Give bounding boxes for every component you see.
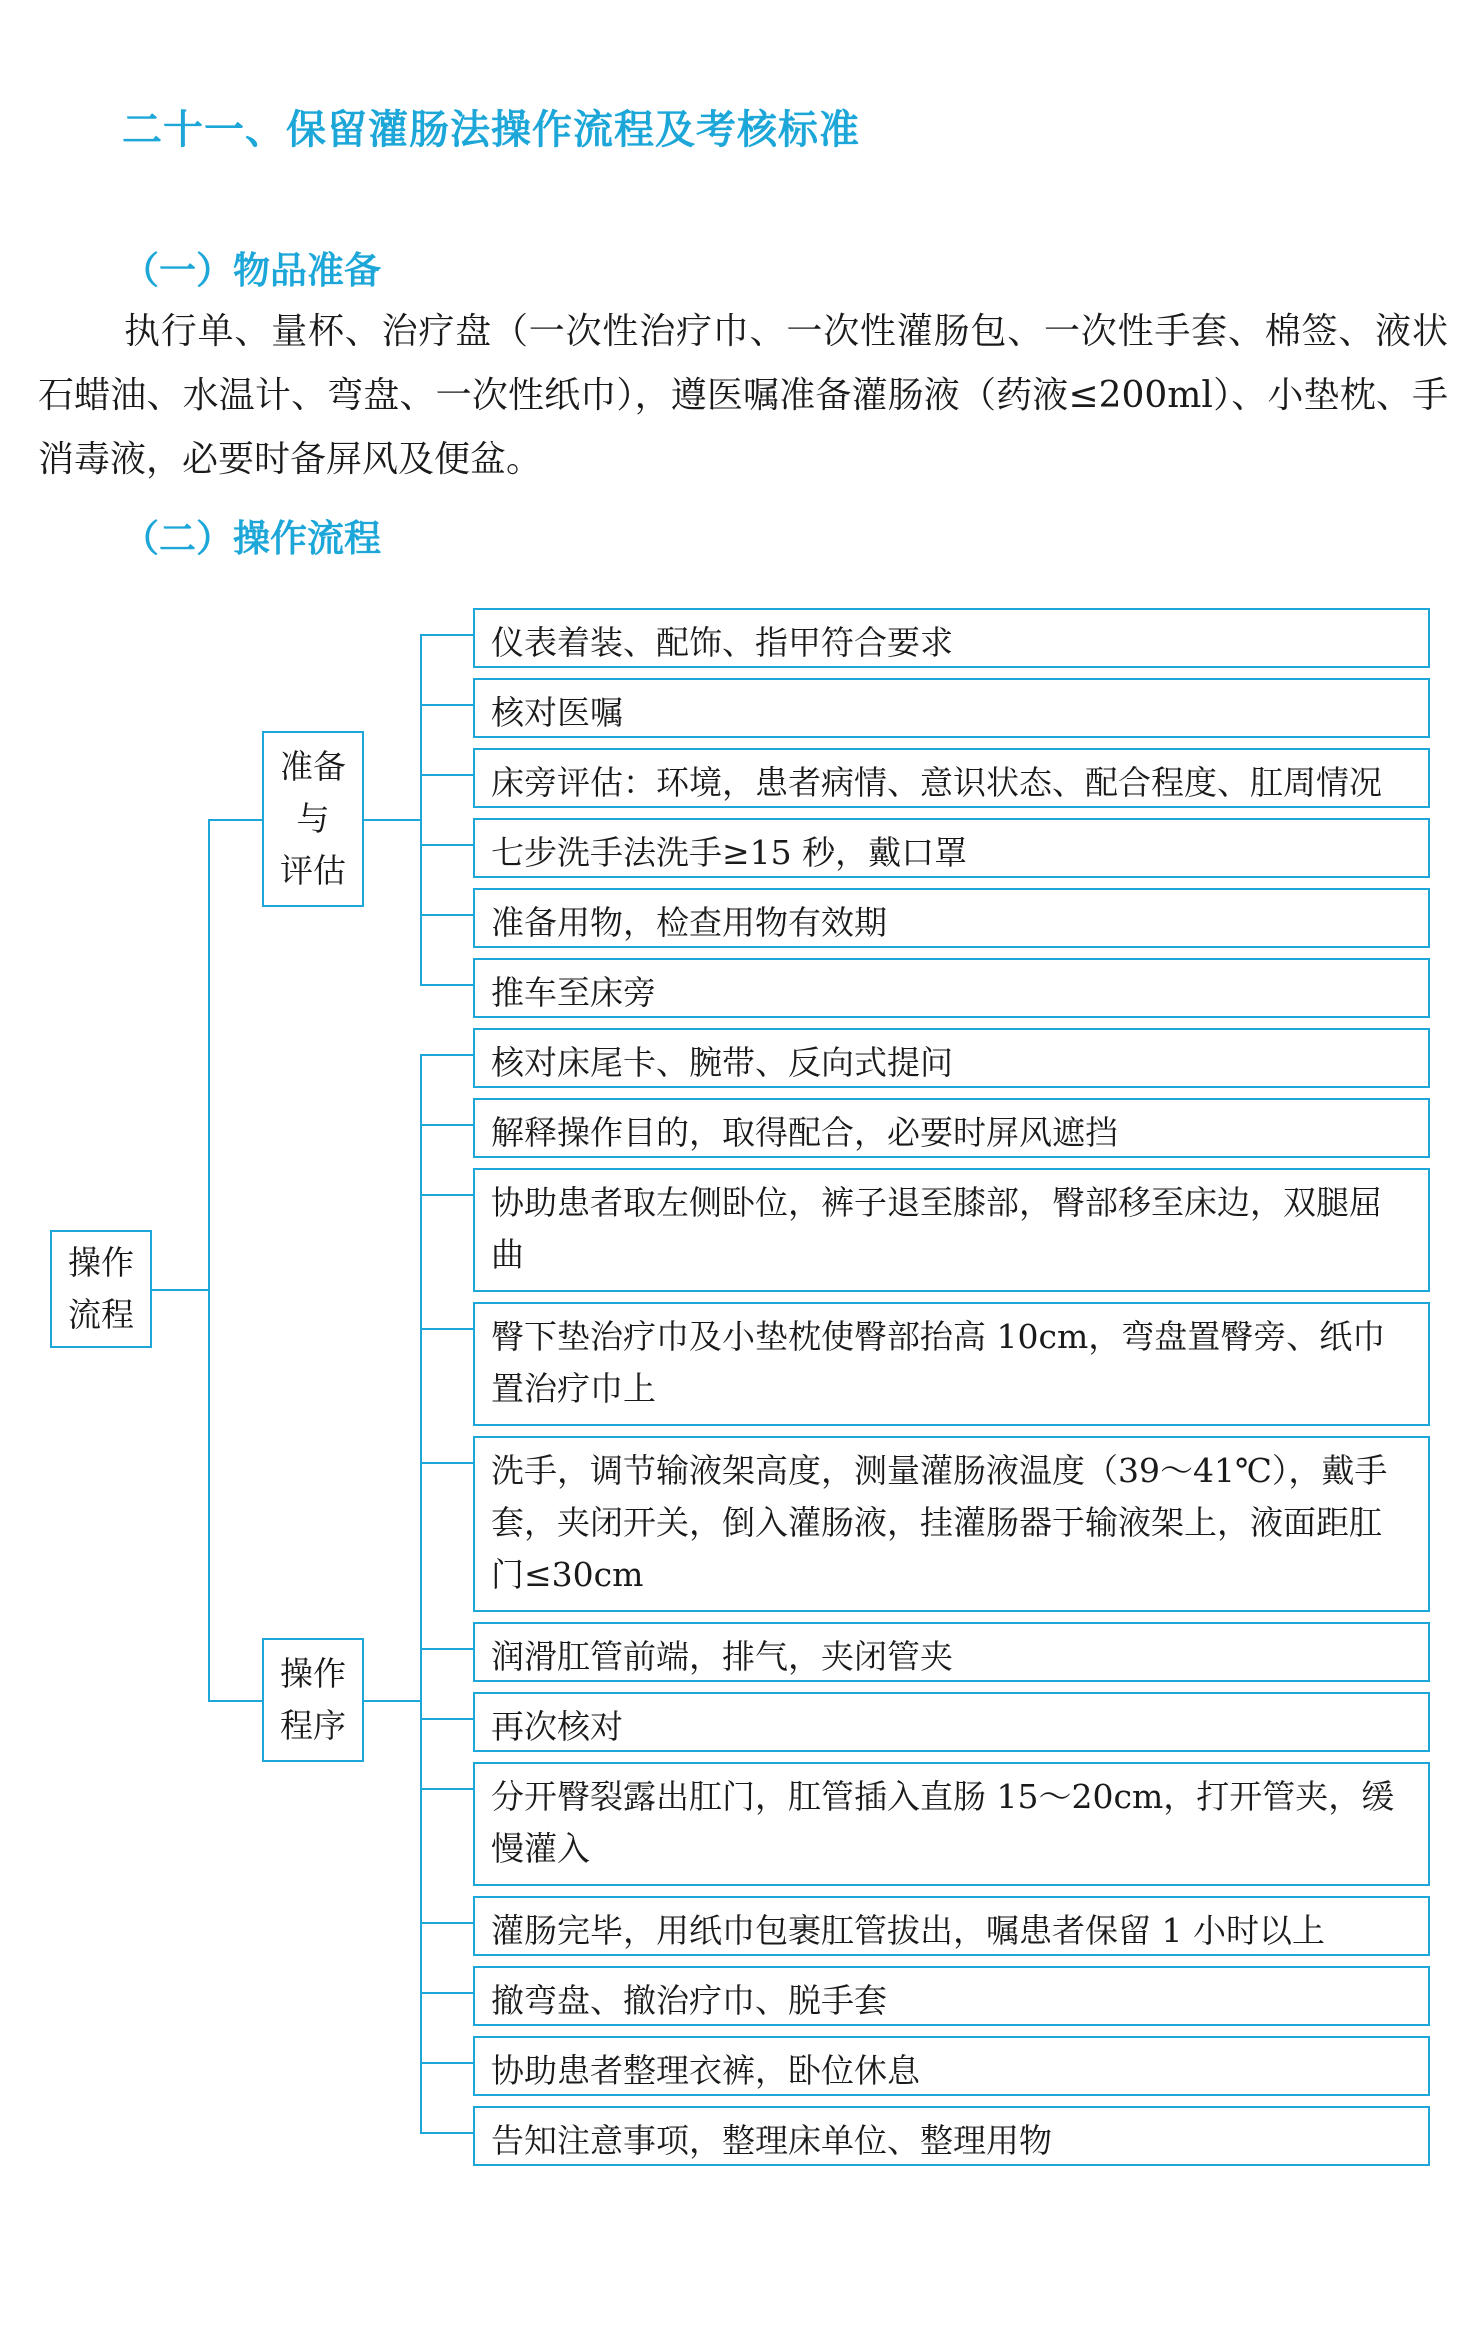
flow-category-label: 程序 [280, 1706, 346, 1745]
flow-category-label: 评估 [280, 851, 346, 890]
connector-line [420, 1054, 422, 2134]
flow-step: 准备用物，检查用物有效期 [473, 888, 1430, 948]
connector-line [364, 819, 420, 821]
connector-line [420, 914, 473, 916]
connector-line [420, 1054, 473, 1056]
connector-line [208, 819, 210, 1702]
connector-line [208, 819, 262, 821]
flow-step: 核对床尾卡、腕带、反向式提问 [473, 1028, 1430, 1088]
flow-step: 床旁评估：环境，患者病情、意识状态、配合程度、肛周情况 [473, 748, 1430, 808]
connector-line [420, 1194, 473, 1196]
connector-line [420, 2062, 473, 2064]
flow-category [262, 1638, 364, 1762]
flow-step: 七步洗手法洗手≥15 秒，戴口罩 [473, 818, 1430, 878]
flow-step: 推车至床旁 [473, 958, 1430, 1018]
flow-category-label: 操作 [280, 1654, 346, 1693]
connector-line [420, 1992, 473, 1994]
flow-step: 协助患者整理衣裤，卧位休息 [473, 2036, 1430, 2096]
flow-step: 撤弯盘、撤治疗巾、脱手套 [473, 1966, 1430, 2026]
connector-line [420, 1648, 473, 1650]
flow-root-label: 操作 [68, 1243, 134, 1282]
connector-line [420, 844, 473, 846]
flow-category [262, 731, 364, 907]
flow-step: 分开臀裂露出肛门，肛管插入直肠 15～20cm，打开管夹，缓慢灌入 [473, 1762, 1430, 1886]
connector-line [420, 704, 473, 706]
flow-step: 再次核对 [473, 1692, 1430, 1752]
flow-category-label: 与 [296, 799, 330, 838]
connector-line [420, 1124, 473, 1126]
flow-root [50, 1230, 152, 1348]
section-heading-supplies: （一）物品准备 [122, 249, 381, 292]
flow-category-label: 准备 [280, 747, 346, 786]
flow-step: 核对医嘱 [473, 678, 1430, 738]
connector-line [420, 984, 473, 986]
flow-step: 协助患者取左侧卧位，裤子退至膝部，臀部移至床边，双腿屈曲 [473, 1168, 1430, 1292]
connector-line [152, 1289, 208, 1291]
supplies-paragraph: 执行单、量杯、治疗盘（一次性治疗巾、一次性灌肠包、一次性手套、棉签、液状石蜡油、水温计、弯盘、一次性纸巾），遵医嘱准备灌肠液（药液≤200ml）、小垫枕、手消毒液，必要时备屏风及便盆。 [38, 311, 1448, 480]
flow-step: 洗手，调节输液架高度，测量灌肠液温度（39～41℃），戴手套，夹闭开关，倒入灌肠液，挂灌肠器于输液架上，液面距肛门≤30cm [473, 1436, 1430, 1612]
page-title: 二十一、保留灌肠法操作流程及考核标准 [122, 107, 860, 153]
connector-line [208, 1700, 262, 1702]
flow-step: 仪表着装、配饰、指甲符合要求 [473, 608, 1430, 668]
connector-line [364, 1700, 420, 1702]
flow-step: 解释操作目的，取得配合，必要时屏风遮挡 [473, 1098, 1430, 1158]
connector-line [420, 1462, 473, 1464]
flow-step: 润滑肛管前端，排气，夹闭管夹 [473, 1622, 1430, 1682]
connector-line [420, 634, 422, 986]
connector-line [420, 1718, 473, 1720]
connector-line [420, 774, 473, 776]
connector-line [420, 1788, 473, 1790]
flow-step: 告知注意事项，整理床单位、整理用物 [473, 2106, 1430, 2166]
section-heading-procedure: （二）操作流程 [122, 517, 381, 560]
connector-line [420, 1328, 473, 1330]
flow-root-label: 流程 [68, 1295, 134, 1334]
flow-step: 灌肠完毕，用纸巾包裹肛管拔出，嘱患者保留 1 小时以上 [473, 1896, 1430, 1956]
connector-line [420, 634, 473, 636]
connector-line [420, 2132, 473, 2134]
flow-step: 臀下垫治疗巾及小垫枕使臀部抬高 10cm，弯盘置臀旁、纸巾置治疗巾上 [473, 1302, 1430, 1426]
connector-line [420, 1922, 473, 1924]
